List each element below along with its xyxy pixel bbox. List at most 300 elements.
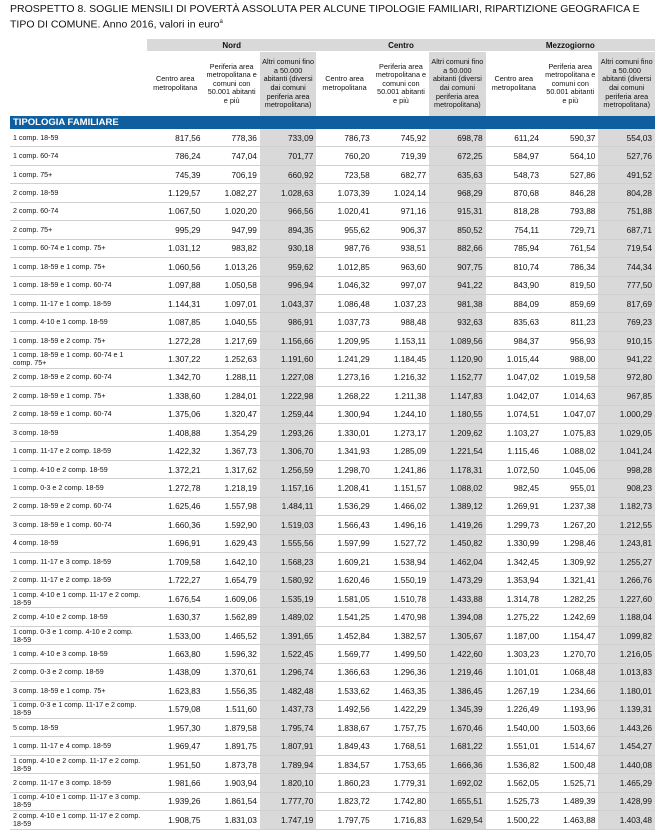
table-row <box>10 313 655 331</box>
value-cell: 1.592,90 <box>203 516 259 534</box>
value-cell: 1.370,61 <box>203 663 259 681</box>
row-label: 1 comp. 0-3 e 1 comp. 4-10 e 2 comp. 18-59 <box>10 626 147 644</box>
value-cell: 1.014,63 <box>542 387 598 405</box>
value-cell: 1.101,01 <box>486 663 542 681</box>
table-row <box>10 553 655 571</box>
value-cell: 1.303,23 <box>486 645 542 663</box>
table-row <box>10 479 655 497</box>
value-cell: 747,04 <box>203 147 259 165</box>
group-header-row <box>10 39 655 52</box>
value-cell: 1.266,76 <box>598 571 655 589</box>
table-row <box>10 442 655 460</box>
value-cell: 956,93 <box>542 331 598 349</box>
value-cell: 1.489,39 <box>542 792 598 810</box>
value-cell: 786,24 <box>147 147 203 165</box>
value-cell: 1.300,94 <box>316 405 372 423</box>
value-cell: 1.047,02 <box>486 368 542 386</box>
value-cell: 908,23 <box>598 479 655 497</box>
value-cell: 1.184,45 <box>373 350 429 368</box>
value-cell: 1.342,70 <box>147 368 203 386</box>
row-label: 2 comp. 11-17 e 2 comp. 18-59 <box>10 571 147 589</box>
value-cell: 1.408,88 <box>147 424 203 442</box>
value-cell: 1.566,43 <box>316 516 372 534</box>
value-cell: 1.533,62 <box>316 682 372 700</box>
value-cell: 1.391,65 <box>260 626 316 644</box>
value-cell: 1.522,45 <box>260 645 316 663</box>
value-cell: 1.191,60 <box>260 350 316 368</box>
value-cell: 1.209,62 <box>429 424 485 442</box>
value-cell: 706,19 <box>203 165 259 183</box>
value-cell: 894,35 <box>260 221 316 239</box>
value-cell: 554,03 <box>598 129 655 147</box>
value-cell: 884,09 <box>486 294 542 312</box>
value-cell: 932,63 <box>429 313 485 331</box>
value-cell: 1.153,11 <box>373 331 429 349</box>
value-cell: 548,73 <box>486 165 542 183</box>
row-label: 1 comp. 60-74 e 1 comp. 75+ <box>10 239 147 257</box>
table-row <box>10 534 655 552</box>
col-header-altri-comuni: Altri comuni fino a 50.000 abitanti (diversi dai comuni periferia area metropolitana) <box>598 52 655 117</box>
value-cell: 1.789,94 <box>260 755 316 773</box>
value-cell: 1.496,16 <box>373 516 429 534</box>
value-cell: 1.226,49 <box>486 700 542 718</box>
value-cell: 1.623,83 <box>147 682 203 700</box>
value-cell: 785,94 <box>486 239 542 257</box>
value-cell: 870,68 <box>486 184 542 202</box>
value-cell: 1.579,08 <box>147 700 203 718</box>
value-cell: 1.620,46 <box>316 571 372 589</box>
value-cell: 1.536,82 <box>486 755 542 773</box>
value-cell: 1.663,80 <box>147 645 203 663</box>
value-cell: 761,54 <box>542 239 598 257</box>
value-cell: 817,69 <box>598 294 655 312</box>
value-cell: 1.981,66 <box>147 774 203 792</box>
value-cell: 1.040,55 <box>203 313 259 331</box>
value-cell: 1.227,60 <box>598 589 655 607</box>
value-cell: 987,76 <box>316 239 372 257</box>
table-row <box>10 700 655 718</box>
value-cell: 1.285,09 <box>373 442 429 460</box>
value-cell: 1.043,37 <box>260 294 316 312</box>
value-cell: 986,91 <box>260 313 316 331</box>
row-label: 1 comp. 4-10 e 2 comp. 18-59 <box>10 460 147 478</box>
value-cell: 1.527,72 <box>373 534 429 552</box>
value-cell: 745,39 <box>147 165 203 183</box>
value-cell: 1.630,37 <box>147 608 203 626</box>
value-cell: 611,24 <box>486 129 542 147</box>
table-row <box>10 792 655 810</box>
value-cell: 1.042,07 <box>486 387 542 405</box>
value-cell: 1.267,20 <box>542 516 598 534</box>
value-cell: 1.463,35 <box>373 682 429 700</box>
value-cell: 1.550,19 <box>373 571 429 589</box>
section-label: TIPOLOGIA FAMILIARE <box>10 116 655 129</box>
value-cell: 1.099,82 <box>598 626 655 644</box>
value-cell: 1.178,31 <box>429 460 485 478</box>
row-label: 1 comp. 75+ <box>10 165 147 183</box>
value-cell: 1.484,11 <box>260 497 316 515</box>
value-cell: 843,90 <box>486 276 542 294</box>
value-cell: 1.182,73 <box>598 497 655 515</box>
table-row <box>10 129 655 147</box>
value-cell: 835,63 <box>486 313 542 331</box>
row-label: 1 comp. 60-74 <box>10 147 147 165</box>
value-cell: 1.147,83 <box>429 387 485 405</box>
value-cell: 1.144,31 <box>147 294 203 312</box>
value-cell: 1.511,60 <box>203 700 259 718</box>
value-cell: 967,85 <box>598 387 655 405</box>
value-cell: 1.314,78 <box>486 589 542 607</box>
value-cell: 1.831,03 <box>203 811 259 829</box>
value-cell: 846,28 <box>542 184 598 202</box>
table-row <box>10 387 655 405</box>
value-cell: 818,28 <box>486 202 542 220</box>
value-cell: 941,22 <box>598 350 655 368</box>
value-cell: 527,76 <box>598 147 655 165</box>
value-cell: 778,36 <box>203 129 259 147</box>
row-label: 1 comp. 11-17 e 2 comp. 18-59 <box>10 442 147 460</box>
value-cell: 1.019,58 <box>542 368 598 386</box>
value-cell: 1.241,29 <box>316 350 372 368</box>
value-cell: 1.273,16 <box>316 368 372 386</box>
value-cell: 811,23 <box>542 313 598 331</box>
value-cell: 1.013,26 <box>203 258 259 276</box>
value-cell: 1.103,27 <box>486 424 542 442</box>
value-cell: 817,56 <box>147 129 203 147</box>
value-cell: 1.454,27 <box>598 737 655 755</box>
value-cell: 955,62 <box>316 221 372 239</box>
value-cell: 1.037,73 <box>316 313 372 331</box>
value-cell: 971,16 <box>373 202 429 220</box>
column-header-row <box>10 52 655 117</box>
value-cell: 1.020,20 <box>203 202 259 220</box>
value-cell: 1.540,00 <box>486 719 542 737</box>
value-cell: 1.212,55 <box>598 516 655 534</box>
table-row <box>10 202 655 220</box>
table-row <box>10 516 655 534</box>
value-cell: 1.252,63 <box>203 350 259 368</box>
row-label: 1 comp. 4-10 e 3 comp. 18-59 <box>10 645 147 663</box>
value-cell: 590,37 <box>542 129 598 147</box>
row-label: 4 comp. 18-59 <box>10 534 147 552</box>
value-cell: 1.211,38 <box>373 387 429 405</box>
value-cell: 1.045,06 <box>542 460 598 478</box>
value-cell: 1.367,73 <box>203 442 259 460</box>
value-cell: 1.629,54 <box>429 811 485 829</box>
value-cell: 1.330,99 <box>486 534 542 552</box>
row-label: 2 comp. 4-10 e 1 comp. 11-17 e 2 comp. 18-59 <box>10 811 147 829</box>
value-cell: 723,58 <box>316 165 372 183</box>
value-cell: 1.568,23 <box>260 553 316 571</box>
value-cell: 1.951,50 <box>147 755 203 773</box>
value-cell: 1.642,10 <box>203 553 259 571</box>
value-cell: 1.180,55 <box>429 405 485 423</box>
row-label: 1 comp. 0-3 e 2 comp. 18-59 <box>10 479 147 497</box>
row-label: 1 comp. 4-10 e 1 comp. 11-17 e 3 comp. 18-59 <box>10 792 147 810</box>
value-cell: 729,71 <box>542 221 598 239</box>
table-row <box>10 626 655 644</box>
value-cell: 850,52 <box>429 221 485 239</box>
value-cell: 1.834,57 <box>316 755 372 773</box>
row-label: 3 comp. 18-59 <box>10 424 147 442</box>
table-row <box>10 147 655 165</box>
group-header-centro: Centro <box>316 39 485 52</box>
value-cell: 1.031,12 <box>147 239 203 257</box>
value-cell: 1.244,10 <box>373 405 429 423</box>
value-cell: 1.382,57 <box>373 626 429 644</box>
value-cell: 1.470,98 <box>373 608 429 626</box>
title-sub: Anno 2016, valori in euro <box>102 18 220 31</box>
value-cell: 701,77 <box>260 147 316 165</box>
value-cell: 1.086,48 <box>316 294 372 312</box>
value-cell: 1.342,45 <box>486 553 542 571</box>
value-cell: 1.013,83 <box>598 663 655 681</box>
value-cell: 1.284,01 <box>203 387 259 405</box>
value-cell: 1.556,35 <box>203 682 259 700</box>
value-cell: 1.088,02 <box>542 442 598 460</box>
value-cell: 1.386,45 <box>429 682 485 700</box>
table-row <box>10 350 655 368</box>
title-main: PROSPETTO 8. SOGLIE MENSILI DI POVERTÀ ASSOLUTA PER ALCUNE TIPOLOGIE FAMILIARI, RIPARTIZIONE GEOGRAFICA E TIPO DI COMUNE. <box>10 3 640 31</box>
value-cell: 1.306,70 <box>260 442 316 460</box>
value-cell: 1.270,70 <box>542 645 598 663</box>
section-row <box>10 116 655 129</box>
value-cell: 1.465,52 <box>203 626 259 644</box>
table-row <box>10 682 655 700</box>
value-cell: 1.015,44 <box>486 350 542 368</box>
table-row <box>10 405 655 423</box>
value-cell: 1.028,63 <box>260 184 316 202</box>
value-cell: 1.082,27 <box>203 184 259 202</box>
value-cell: 584,97 <box>486 147 542 165</box>
value-cell: 793,88 <box>542 202 598 220</box>
value-cell: 1.216,05 <box>598 645 655 663</box>
corner-cell-2 <box>10 52 147 117</box>
value-cell: 1.403,48 <box>598 811 655 829</box>
row-label: 5 comp. 18-59 <box>10 719 147 737</box>
table-row <box>10 184 655 202</box>
poverty-threshold-table <box>10 39 655 830</box>
value-cell: 1.341,93 <box>316 442 372 460</box>
value-cell: 1.823,72 <box>316 792 372 810</box>
value-cell: 988,48 <box>373 313 429 331</box>
value-cell: 1.282,25 <box>542 589 598 607</box>
value-cell: 1.489,02 <box>260 608 316 626</box>
value-cell: 906,37 <box>373 221 429 239</box>
value-cell: 1.074,51 <box>486 405 542 423</box>
value-cell: 1.609,06 <box>203 589 259 607</box>
value-cell: 1.514,67 <box>542 737 598 755</box>
value-cell: 966,56 <box>260 202 316 220</box>
col-header-periferia: Periferia area metropolitana e comuni con 50.001 abitanti e più <box>206 61 257 105</box>
value-cell: 1.129,57 <box>147 184 203 202</box>
value-cell: 660,92 <box>260 165 316 183</box>
value-cell: 1.838,67 <box>316 719 372 737</box>
value-cell: 1.255,27 <box>598 553 655 571</box>
row-label: 2 comp. 0-3 e 2 comp. 18-59 <box>10 663 147 681</box>
value-cell: 1.060,56 <box>147 258 203 276</box>
row-label: 2 comp. 18-59 e 1 comp. 75+ <box>10 387 147 405</box>
table-row <box>10 737 655 755</box>
value-cell: 1.193,96 <box>542 700 598 718</box>
value-cell: 1.555,56 <box>260 534 316 552</box>
value-cell: 1.500,22 <box>486 811 542 829</box>
value-cell: 1.259,44 <box>260 405 316 423</box>
value-cell: 915,31 <box>429 202 485 220</box>
table-row <box>10 774 655 792</box>
value-cell: 719,39 <box>373 147 429 165</box>
value-cell: 1.375,06 <box>147 405 203 423</box>
value-cell: 997,07 <box>373 276 429 294</box>
table-row <box>10 589 655 607</box>
value-cell: 1.317,62 <box>203 460 259 478</box>
value-cell: 1.535,19 <box>260 589 316 607</box>
value-cell: 1.305,67 <box>429 626 485 644</box>
value-cell: 1.222,98 <box>260 387 316 405</box>
row-label: 1 comp. 11-17 e 1 comp. 18-59 <box>10 294 147 312</box>
row-label: 1 comp. 4-10 e 1 comp. 18-59 <box>10 313 147 331</box>
value-cell: 1.293,26 <box>260 424 316 442</box>
row-label: 1 comp. 18-59 e 1 comp. 60-74 e 1 comp. 75+ <box>10 350 147 368</box>
value-cell: 1.655,51 <box>429 792 485 810</box>
value-cell: 1.860,23 <box>316 774 372 792</box>
value-cell: 996,94 <box>260 276 316 294</box>
value-cell: 1.299,73 <box>486 516 542 534</box>
value-cell: 564,10 <box>542 147 598 165</box>
value-cell: 687,71 <box>598 221 655 239</box>
row-label: 2 comp. 4-10 e 2 comp. 18-59 <box>10 608 147 626</box>
value-cell: 1.557,98 <box>203 497 259 515</box>
value-cell: 1.237,38 <box>542 497 598 515</box>
row-label: 1 comp. 18-59 e 2 comp. 75+ <box>10 331 147 349</box>
value-cell: 1.394,08 <box>429 608 485 626</box>
value-cell: 1.067,50 <box>147 202 203 220</box>
value-cell: 1.000,29 <box>598 405 655 423</box>
value-cell: 1.437,73 <box>260 700 316 718</box>
value-cell: 1.256,59 <box>260 460 316 478</box>
row-label: 1 comp. 18-59 <box>10 129 147 147</box>
table-row <box>10 755 655 773</box>
value-cell: 527,86 <box>542 165 598 183</box>
value-cell: 1.296,36 <box>373 663 429 681</box>
value-cell: 1.372,21 <box>147 460 203 478</box>
table-row <box>10 571 655 589</box>
value-cell: 682,77 <box>373 165 429 183</box>
value-cell: 1.807,91 <box>260 737 316 755</box>
value-cell: 1.217,69 <box>203 331 259 349</box>
value-cell: 1.939,26 <box>147 792 203 810</box>
value-cell: 1.037,23 <box>373 294 429 312</box>
value-cell: 947,99 <box>203 221 259 239</box>
table-row <box>10 165 655 183</box>
value-cell: 1.666,36 <box>429 755 485 773</box>
value-cell: 1.353,94 <box>486 571 542 589</box>
value-cell: 819,50 <box>542 276 598 294</box>
value-cell: 1.298,46 <box>542 534 598 552</box>
value-cell: 1.768,51 <box>373 737 429 755</box>
title-note-mark: a <box>219 19 223 25</box>
value-cell: 1.660,36 <box>147 516 203 534</box>
row-label: 2 comp. 18-59 e 2 comp. 60-74 <box>10 497 147 515</box>
col-header-centro-area: Centro area metropolitana <box>491 74 536 92</box>
value-cell: 983,82 <box>203 239 259 257</box>
value-cell: 1.625,46 <box>147 497 203 515</box>
value-cell: 1.209,95 <box>316 331 372 349</box>
value-cell: 1.216,32 <box>373 368 429 386</box>
value-cell: 1.596,32 <box>203 645 259 663</box>
value-cell: 1.510,78 <box>373 589 429 607</box>
value-cell: 1.296,74 <box>260 663 316 681</box>
value-cell: 955,01 <box>542 479 598 497</box>
value-cell: 1.503,66 <box>542 719 598 737</box>
value-cell: 988,00 <box>542 350 598 368</box>
col-header-altri-comuni: Altri comuni fino a 50.000 abitanti (diversi dai comuni periferia area metropolitana) <box>260 52 316 117</box>
value-cell: 1.320,47 <box>203 405 259 423</box>
value-cell: 1.354,29 <box>203 424 259 442</box>
row-label: 1 comp. 4-10 e 1 comp. 11-17 e 2 comp. 18-59 <box>10 589 147 607</box>
value-cell: 1.466,02 <box>373 497 429 515</box>
table-row <box>10 460 655 478</box>
value-cell: 1.777,70 <box>260 792 316 810</box>
value-cell: 1.500,48 <box>542 755 598 773</box>
row-label: 2 comp. 60-74 <box>10 202 147 220</box>
value-cell: 1.154,47 <box>542 626 598 644</box>
table-row <box>10 258 655 276</box>
row-label: 1 comp. 18-59 e 1 comp. 75+ <box>10 258 147 276</box>
value-cell: 1.676,54 <box>147 589 203 607</box>
value-cell: 907,75 <box>429 258 485 276</box>
value-cell: 1.156,66 <box>260 331 316 349</box>
value-cell: 1.208,41 <box>316 479 372 497</box>
value-cell: 1.088,02 <box>429 479 485 497</box>
value-cell: 1.157,16 <box>260 479 316 497</box>
value-cell: 1.180,01 <box>598 682 655 700</box>
col-header-altri-comuni: Altri comuni fino a 50.000 abitanti (diversi dai comuni periferia area metropolitana) <box>429 52 485 117</box>
value-cell: 1.120,90 <box>429 350 485 368</box>
value-cell: 1.275,22 <box>486 608 542 626</box>
value-cell: 1.452,84 <box>316 626 372 644</box>
value-cell: 751,88 <box>598 202 655 220</box>
value-cell: 744,34 <box>598 258 655 276</box>
value-cell: 1.820,10 <box>260 774 316 792</box>
value-cell: 1.581,05 <box>316 589 372 607</box>
value-cell: 1.097,88 <box>147 276 203 294</box>
value-cell: 804,28 <box>598 184 655 202</box>
value-cell: 1.422,60 <box>429 645 485 663</box>
value-cell: 972,80 <box>598 368 655 386</box>
value-cell: 1.309,92 <box>542 553 598 571</box>
value-cell: 1.267,19 <box>486 682 542 700</box>
value-cell: 777,50 <box>598 276 655 294</box>
value-cell: 1.072,50 <box>486 460 542 478</box>
value-cell: 1.152,77 <box>429 368 485 386</box>
value-cell: 984,37 <box>486 331 542 349</box>
value-cell: 719,54 <box>598 239 655 257</box>
value-cell: 1.742,80 <box>373 792 429 810</box>
value-cell: 1.288,11 <box>203 368 259 386</box>
row-label: 1 comp. 18-59 e 1 comp. 60-74 <box>10 276 147 294</box>
value-cell: 1.029,05 <box>598 424 655 442</box>
value-cell: 1.482,48 <box>260 682 316 700</box>
value-cell: 1.533,00 <box>147 626 203 644</box>
value-cell: 1.422,32 <box>147 442 203 460</box>
value-cell: 1.012,85 <box>316 258 372 276</box>
value-cell: 1.272,78 <box>147 479 203 497</box>
value-cell: 1.068,48 <box>542 663 598 681</box>
table-row <box>10 663 655 681</box>
value-cell: 1.422,29 <box>373 700 429 718</box>
table-row <box>10 645 655 663</box>
